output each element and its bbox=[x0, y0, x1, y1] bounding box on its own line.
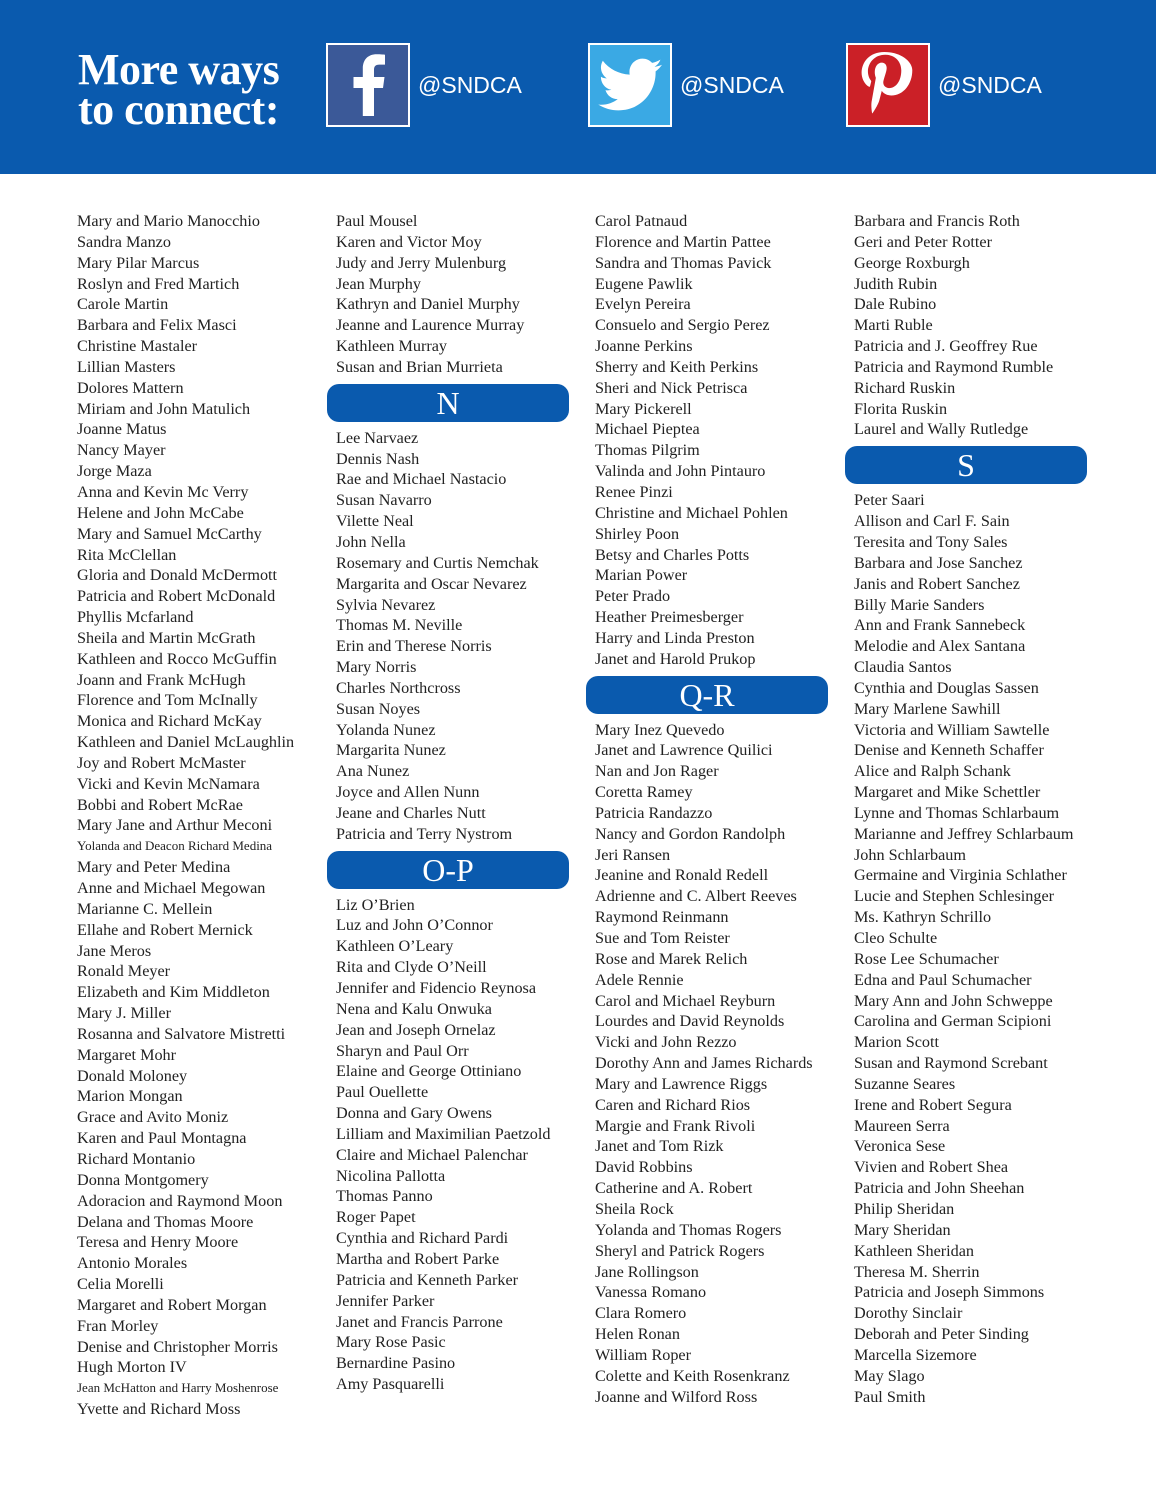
donor-name: Melodie and Alex Santana bbox=[854, 637, 1026, 656]
donor-name: Fran Morley bbox=[77, 1316, 159, 1335]
donor-name: Florence and Tom McInally bbox=[77, 691, 258, 710]
donor-name: Delana and Thomas Moore bbox=[77, 1212, 254, 1231]
donor-name: Nancy and Gordon Randolph bbox=[595, 824, 786, 843]
donor-name: Raymond Reinmann bbox=[595, 908, 729, 927]
donor-name: Carol and Michael Reyburn bbox=[595, 991, 776, 1010]
donor-name: Judith Rubin bbox=[854, 274, 938, 293]
twitter-icon[interactable] bbox=[588, 43, 672, 127]
donor-name: Karen and Victor Moy bbox=[336, 232, 482, 251]
donor-name: Irene and Robert Segura bbox=[854, 1095, 1012, 1114]
donor-name: Kathleen Sheridan bbox=[854, 1241, 975, 1260]
donor-name: Judy and Jerry Mulenburg bbox=[336, 253, 507, 272]
donor-name: Kathleen Murray bbox=[336, 337, 448, 356]
donor-name: Harry and Linda Preston bbox=[595, 628, 755, 647]
donor-name: Joy and Robert McMaster bbox=[77, 753, 246, 772]
donor-name: Patricia and Joseph Simmons bbox=[854, 1283, 1045, 1302]
donor-name: Margaret and Robert Morgan bbox=[77, 1295, 267, 1314]
donor-name: Antonio Morales bbox=[77, 1254, 188, 1273]
donor-name: Nena and Kalu Onwuka bbox=[336, 999, 492, 1018]
donor-name: Sue and Tom Reister bbox=[595, 929, 730, 947]
donor-name: Richard Ruskin bbox=[854, 378, 956, 397]
donor-name: Sheila Rock bbox=[595, 1199, 674, 1218]
donor-name: Lilliam and Maximilian Paetzold bbox=[336, 1124, 551, 1143]
donor-name: Roger Papet bbox=[336, 1208, 416, 1227]
donor-name: Allison and Carl F. Sain bbox=[854, 512, 1010, 531]
donor-name: Germaine and Virginia Schlather bbox=[854, 866, 1067, 885]
section-letter-header: O-P bbox=[327, 851, 569, 889]
donor-name: Donna and Gary Owens bbox=[336, 1104, 492, 1123]
donor-name: Carol Patnaud bbox=[595, 212, 688, 230]
twitter-handle[interactable]: @SNDCA bbox=[680, 71, 784, 98]
donor-name: Dale Rubino bbox=[854, 295, 937, 314]
donor-name: Gloria and Donald McDermott bbox=[77, 566, 278, 585]
donor-name: Joanne and Wilford Ross bbox=[595, 1387, 758, 1406]
facebook-link[interactable] bbox=[326, 44, 522, 126]
title-line-2: to connect: bbox=[78, 85, 279, 134]
donor-name: Rita McClellan bbox=[77, 545, 177, 564]
donor-name: May Slago bbox=[854, 1366, 925, 1385]
donor-name: Dennis Nash bbox=[336, 449, 420, 468]
donor-name: Roslyn and Fred Martich bbox=[77, 274, 240, 293]
facebook-handle[interactable]: @SNDCA bbox=[418, 71, 522, 98]
donor-name: Yolanda and Deacon Richard Medina bbox=[77, 838, 273, 854]
donor-name: Jeri Ransen bbox=[595, 845, 671, 864]
donor-name: Bobbi and Robert McRae bbox=[77, 795, 243, 814]
donor-name: Valinda and John Pintauro bbox=[595, 462, 766, 481]
donor-name: Cynthia and Douglas Sassen bbox=[854, 678, 1039, 697]
donor-name: Edna and Paul Schumacher bbox=[854, 970, 1032, 989]
donor-name: Jeanne and Laurence Murray bbox=[336, 316, 525, 335]
donor-name: Peter Prado bbox=[595, 587, 671, 606]
donor-name: Margie and Frank Rivoli bbox=[595, 1116, 756, 1135]
donor-name: Mary Jane and Arthur Meconi bbox=[77, 816, 273, 835]
donor-name: Margarita Nunez bbox=[336, 741, 446, 760]
donor-name: Bernardine Pasino bbox=[336, 1354, 456, 1373]
donor-name: Deborah and Peter Sinding bbox=[854, 1325, 1029, 1344]
donor-name: Christine and Michael Pohlen bbox=[595, 503, 788, 522]
donor-name: Paul Ouellette bbox=[336, 1083, 429, 1102]
donor-name: Alice and Ralph Schank bbox=[854, 762, 1011, 781]
donor-name: Caren and Richard Rios bbox=[595, 1095, 751, 1114]
donor-name: Janet and Francis Parrone bbox=[336, 1312, 503, 1331]
donor-name: Betsy and Charles Potts bbox=[595, 545, 750, 564]
donor-name: Jorge Maza bbox=[77, 462, 152, 481]
donor-name: Nan and Jon Rager bbox=[595, 762, 719, 781]
donor-name: Dolores Mattern bbox=[77, 378, 184, 397]
donor-name: Laurel and Wally Rutledge bbox=[854, 420, 1029, 439]
donor-name: Kathleen and Rocco McGuffin bbox=[77, 649, 277, 668]
donor-name: Karen and Paul Montagna bbox=[77, 1129, 247, 1148]
donor-name: Anne and Michael Megowan bbox=[77, 879, 266, 897]
donor-name: Richard Montanio bbox=[77, 1149, 196, 1168]
donor-name: Patricia and Terry Nystrom bbox=[336, 824, 513, 843]
donor-name: Rose and Marek Relich bbox=[595, 949, 748, 968]
donor-name: Hugh Morton IV bbox=[77, 1358, 187, 1377]
donor-name: William Roper bbox=[595, 1345, 692, 1364]
donor-name: Celia Morelli bbox=[77, 1275, 164, 1294]
donor-name: Jane Rollingson bbox=[595, 1262, 699, 1281]
donor-name: Adoracion and Raymond Moon bbox=[77, 1191, 283, 1210]
donor-name: Janis and Robert Sanchez bbox=[854, 574, 1020, 593]
donor-name: Anna and Kevin Mc Verry bbox=[77, 482, 249, 501]
donor-name: Vicki and John Rezzo bbox=[595, 1033, 737, 1052]
donor-name: Yolanda and Thomas Rogers bbox=[595, 1220, 782, 1239]
donor-name: Charles Northcross bbox=[336, 678, 461, 697]
donor-name: Adele Rennie bbox=[595, 970, 684, 989]
donor-name: Ann and Frank Sannebeck bbox=[854, 616, 1026, 635]
donor-name: Amy Pasquarelli bbox=[336, 1375, 445, 1394]
donor-name: John Nella bbox=[336, 532, 406, 551]
donor-name: Marti Ruble bbox=[854, 316, 933, 335]
donor-name: Marion Mongan bbox=[77, 1087, 183, 1106]
donor-name: Denise and Kenneth Schaffer bbox=[854, 741, 1044, 760]
donor-name: Joann and Frank McHugh bbox=[77, 670, 246, 689]
donor-name: John Schlarbaum bbox=[854, 845, 966, 864]
donor-name: Barbara and Francis Roth bbox=[854, 212, 1020, 230]
donor-name: Ellahe and Robert Mernick bbox=[77, 920, 253, 939]
donor-name: Paul Smith bbox=[854, 1387, 926, 1406]
donor-name: Mary Rose Pasic bbox=[336, 1333, 446, 1352]
title-line-1: More ways bbox=[78, 45, 280, 94]
donor-name: Marcella Sizemore bbox=[854, 1345, 977, 1364]
donor-name: Sherry and Keith Perkins bbox=[595, 357, 759, 376]
donor-name: Peter Saari bbox=[854, 491, 925, 510]
donor-name: Paul Mousel bbox=[336, 212, 418, 230]
donor-name: Donald Moloney bbox=[77, 1066, 188, 1085]
donor-name: Veronica Sese bbox=[854, 1137, 946, 1156]
donor-name: Nicolina Pallotta bbox=[336, 1166, 446, 1185]
donor-name: Sandra and Thomas Pavick bbox=[595, 253, 772, 272]
header-banner bbox=[0, 0, 1156, 174]
donor-name: Patricia and John Sheehan bbox=[854, 1179, 1025, 1198]
donor-name: Philip Sheridan bbox=[854, 1199, 955, 1218]
donor-name: Helene and John McCabe bbox=[77, 503, 244, 522]
donor-name: Margaret and Mike Schettler bbox=[854, 783, 1041, 802]
donor-name: Ana Nunez bbox=[336, 762, 410, 781]
name-column-1 bbox=[77, 211, 327, 1420]
donor-name: Rosanna and Salvatore Mistretti bbox=[77, 1024, 286, 1043]
donor-name: Geri and Peter Rotter bbox=[854, 232, 992, 251]
name-column-4 bbox=[854, 211, 1104, 1407]
donor-name: Erin and Therese Norris bbox=[336, 637, 492, 656]
donor-name: Consuelo and Sergio Perez bbox=[595, 316, 770, 335]
donor-name: Barbara and Jose Sanchez bbox=[854, 553, 1023, 572]
donor-name: Thomas M. Neville bbox=[336, 616, 463, 635]
donor-name: Miriam and John Matulich bbox=[77, 399, 251, 418]
donor-name: Cynthia and Richard Pardi bbox=[336, 1229, 509, 1248]
donor-name: Luz and John O’Connor bbox=[336, 916, 493, 935]
donor-name: Ms. Kathryn Schrillo bbox=[854, 908, 992, 927]
donor-name: Janet and Lawrence Quilici bbox=[595, 741, 773, 760]
donor-name: Mary Marlene Sawhill bbox=[854, 699, 1001, 718]
donor-name: Victoria and William Sawtelle bbox=[854, 720, 1050, 739]
donor-name: Clara Romero bbox=[595, 1304, 687, 1323]
donor-name: Elizabeth and Kim Middleton bbox=[77, 983, 270, 1002]
donor-name: Kathleen and Daniel McLaughlin bbox=[77, 733, 295, 752]
donor-name: Susan and Brian Murrieta bbox=[336, 357, 503, 376]
pinterest-icon[interactable] bbox=[846, 43, 930, 127]
name-column-2 bbox=[336, 211, 586, 1395]
donor-name: Mary J. Miller bbox=[77, 1004, 171, 1023]
donor-name: Shirley Poon bbox=[595, 524, 680, 543]
section-letter-header: N bbox=[327, 384, 569, 422]
donor-name: Sharyn and Paul Orr bbox=[336, 1041, 469, 1060]
donor-name: Mary Sheridan bbox=[854, 1220, 951, 1239]
donor-name: Carolina and German Scipioni bbox=[854, 1012, 1052, 1031]
donor-name: Christine Mastaler bbox=[77, 337, 198, 356]
donor-name: Sylvia Nevarez bbox=[336, 595, 436, 614]
donor-name: Yolanda Nunez bbox=[336, 720, 436, 739]
twitter-link[interactable] bbox=[588, 44, 784, 126]
donor-name: Denise and Christopher Morris bbox=[77, 1337, 278, 1356]
donor-name: Claire and Michael Palenchar bbox=[336, 1145, 528, 1164]
donor-name: Vanessa Romano bbox=[595, 1283, 707, 1302]
donor-name: Sheri and Nick Petrisca bbox=[595, 378, 748, 397]
donor-name: Patricia and J. Geoffrey Rue bbox=[854, 337, 1038, 356]
donor-name: Mary and Lawrence Riggs bbox=[595, 1074, 768, 1093]
donor-name: David Robbins bbox=[595, 1158, 693, 1177]
donor-name: Jennifer Parker bbox=[336, 1291, 435, 1310]
donor-name: Jean and Joseph Ornelaz bbox=[336, 1020, 496, 1039]
donor-name: Patricia Randazzo bbox=[595, 803, 713, 822]
donor-name: Sheila and Martin McGrath bbox=[77, 628, 256, 647]
donor-name: Janet and Harold Prukop bbox=[595, 649, 756, 668]
donor-name: Donna Montgomery bbox=[77, 1170, 209, 1189]
donor-name: Susan Navarro bbox=[336, 491, 432, 510]
donor-name: Theresa M. Sherrin bbox=[854, 1262, 980, 1281]
donor-name: Jean Murphy bbox=[336, 274, 421, 293]
donor-name: Mary Pilar Marcus bbox=[77, 253, 200, 272]
donor-name: Susan Noyes bbox=[336, 699, 421, 718]
donor-name: Lynne and Thomas Schlarbaum bbox=[854, 803, 1060, 822]
donor-name: Monica and Richard McKay bbox=[77, 712, 262, 731]
donor-name: Margaret Mohr bbox=[77, 1045, 177, 1064]
donor-name: Yvette and Richard Moss bbox=[77, 1400, 241, 1419]
pinterest-link[interactable] bbox=[846, 44, 1042, 126]
donor-name: Teresita and Tony Sales bbox=[854, 532, 1008, 551]
donor-name: Michael Pieptea bbox=[595, 420, 700, 439]
donor-name: Phyllis Mcfarland bbox=[77, 608, 194, 627]
donor-name: Patricia and Robert McDonald bbox=[77, 587, 276, 606]
donor-name: Evelyn Pereira bbox=[595, 295, 691, 314]
donor-name: Ronald Meyer bbox=[77, 962, 171, 981]
donor-name: Helen Ronan bbox=[595, 1325, 680, 1344]
donor-name: Colette and Keith Rosenkranz bbox=[595, 1366, 790, 1385]
donor-name: George Roxburgh bbox=[854, 253, 970, 272]
donor-name: Dorothy Ann and James Richards bbox=[595, 1054, 813, 1073]
donor-name: Jean McHatton and Harry Moshenrose bbox=[77, 1380, 279, 1396]
donor-name: Rae and Michael Nastacio bbox=[336, 470, 507, 489]
donor-name: Claudia Santos bbox=[854, 658, 952, 677]
donor-name: Coretta Ramey bbox=[595, 783, 693, 802]
donor-name: Patricia and Raymond Rumble bbox=[854, 357, 1054, 376]
donor-name: Marion Scott bbox=[854, 1033, 939, 1052]
donor-name: Florence and Martin Pattee bbox=[595, 232, 771, 251]
donor-name: Marianne C. Mellein bbox=[77, 899, 213, 918]
donor-name: Susan and Raymond Screbant bbox=[854, 1054, 1048, 1073]
facebook-icon[interactable] bbox=[326, 43, 410, 127]
donor-name: Nancy Mayer bbox=[77, 441, 166, 460]
donor-name: Sheryl and Patrick Rogers bbox=[595, 1241, 765, 1260]
donor-name: Carole Martin bbox=[77, 295, 169, 314]
donor-name: Sandra Manzo bbox=[77, 232, 171, 251]
donor-name: Janet and Tom Rizk bbox=[595, 1137, 724, 1156]
donor-name: Liz O’Brien bbox=[336, 895, 415, 914]
donor-name: Rose Lee Schumacher bbox=[854, 949, 999, 968]
donor-name: Mary and Peter Medina bbox=[77, 858, 231, 877]
donor-name: Joanne Matus bbox=[77, 420, 167, 439]
donor-name: Lee Narvaez bbox=[336, 428, 419, 447]
donor-name: Florita Ruskin bbox=[854, 399, 948, 418]
donor-name: Mary and Mario Manocchio bbox=[77, 212, 260, 230]
donor-name: Patricia and Kenneth Parker bbox=[336, 1270, 519, 1289]
donor-name: Mary Ann and John Schweppe bbox=[854, 991, 1053, 1010]
donor-name: Joanne Perkins bbox=[595, 337, 693, 356]
pinterest-handle[interactable]: @SNDCA bbox=[938, 71, 1042, 98]
donor-name: Kathryn and Daniel Murphy bbox=[336, 295, 520, 314]
donor-name: Kathleen O’Leary bbox=[336, 937, 454, 956]
donor-name: Lillian Masters bbox=[77, 357, 176, 376]
donor-name: Cleo Schulte bbox=[854, 929, 938, 947]
section-letter-header: S bbox=[845, 446, 1087, 484]
donor-name: Rosemary and Curtis Nemchak bbox=[336, 553, 539, 572]
donor-name: Adrienne and C. Albert Reeves bbox=[595, 887, 797, 906]
donor-name: Margarita and Oscar Nevarez bbox=[336, 574, 527, 593]
donor-name: Mary Norris bbox=[336, 658, 417, 677]
donor-name: Lucie and Stephen Schlesinger bbox=[854, 887, 1055, 906]
donor-name: Rita and Clyde O’Neill bbox=[336, 958, 487, 977]
donor-name: Renee Pinzi bbox=[595, 482, 673, 501]
donor-name: Heather Preimesberger bbox=[595, 608, 744, 627]
donor-name: Vicki and Kevin McNamara bbox=[77, 774, 260, 793]
donor-name: Marianne and Jeffrey Schlarbaum bbox=[854, 824, 1074, 843]
donor-name: Jane Meros bbox=[77, 941, 152, 960]
donor-name: Barbara and Felix Masci bbox=[77, 316, 237, 335]
donor-name: Vivien and Robert Shea bbox=[854, 1158, 1009, 1177]
section-letter-header: Q-R bbox=[586, 676, 828, 714]
donor-name: Teresa and Henry Moore bbox=[77, 1233, 239, 1252]
donor-name: Mary and Samuel McCarthy bbox=[77, 524, 262, 543]
donor-name: Mary Pickerell bbox=[595, 399, 692, 418]
donor-name: Thomas Panno bbox=[336, 1187, 433, 1206]
donor-name: Jennifer and Fidencio Reynosa bbox=[336, 979, 537, 997]
page-title bbox=[78, 45, 280, 134]
donor-name: Catherine and A. Robert bbox=[595, 1179, 753, 1198]
donor-name: Vilette Neal bbox=[336, 512, 414, 531]
donor-name: Billy Marie Sanders bbox=[854, 595, 985, 614]
donor-name: Thomas Pilgrim bbox=[595, 441, 700, 460]
donor-name: Suzanne Seares bbox=[854, 1074, 956, 1093]
donor-name: Lourdes and David Reynolds bbox=[595, 1012, 785, 1031]
donor-name: Maureen Serra bbox=[854, 1116, 950, 1135]
donor-name: Grace and Avito Moniz bbox=[77, 1108, 229, 1127]
donor-name: Jeane and Charles Nutt bbox=[336, 803, 486, 822]
donor-name: Jeanine and Ronald Redell bbox=[595, 866, 769, 885]
donor-name: Dorothy Sinclair bbox=[854, 1304, 963, 1323]
donor-name: Elaine and George Ottiniano bbox=[336, 1062, 522, 1081]
name-column-3 bbox=[595, 211, 845, 1407]
donor-name: Mary Inez Quevedo bbox=[595, 720, 725, 739]
donor-name: Martha and Robert Parke bbox=[336, 1249, 500, 1268]
donor-name: Joyce and Allen Nunn bbox=[336, 783, 480, 802]
donor-name: Eugene Pawlik bbox=[595, 274, 693, 293]
donor-name: Marian Power bbox=[595, 566, 688, 585]
